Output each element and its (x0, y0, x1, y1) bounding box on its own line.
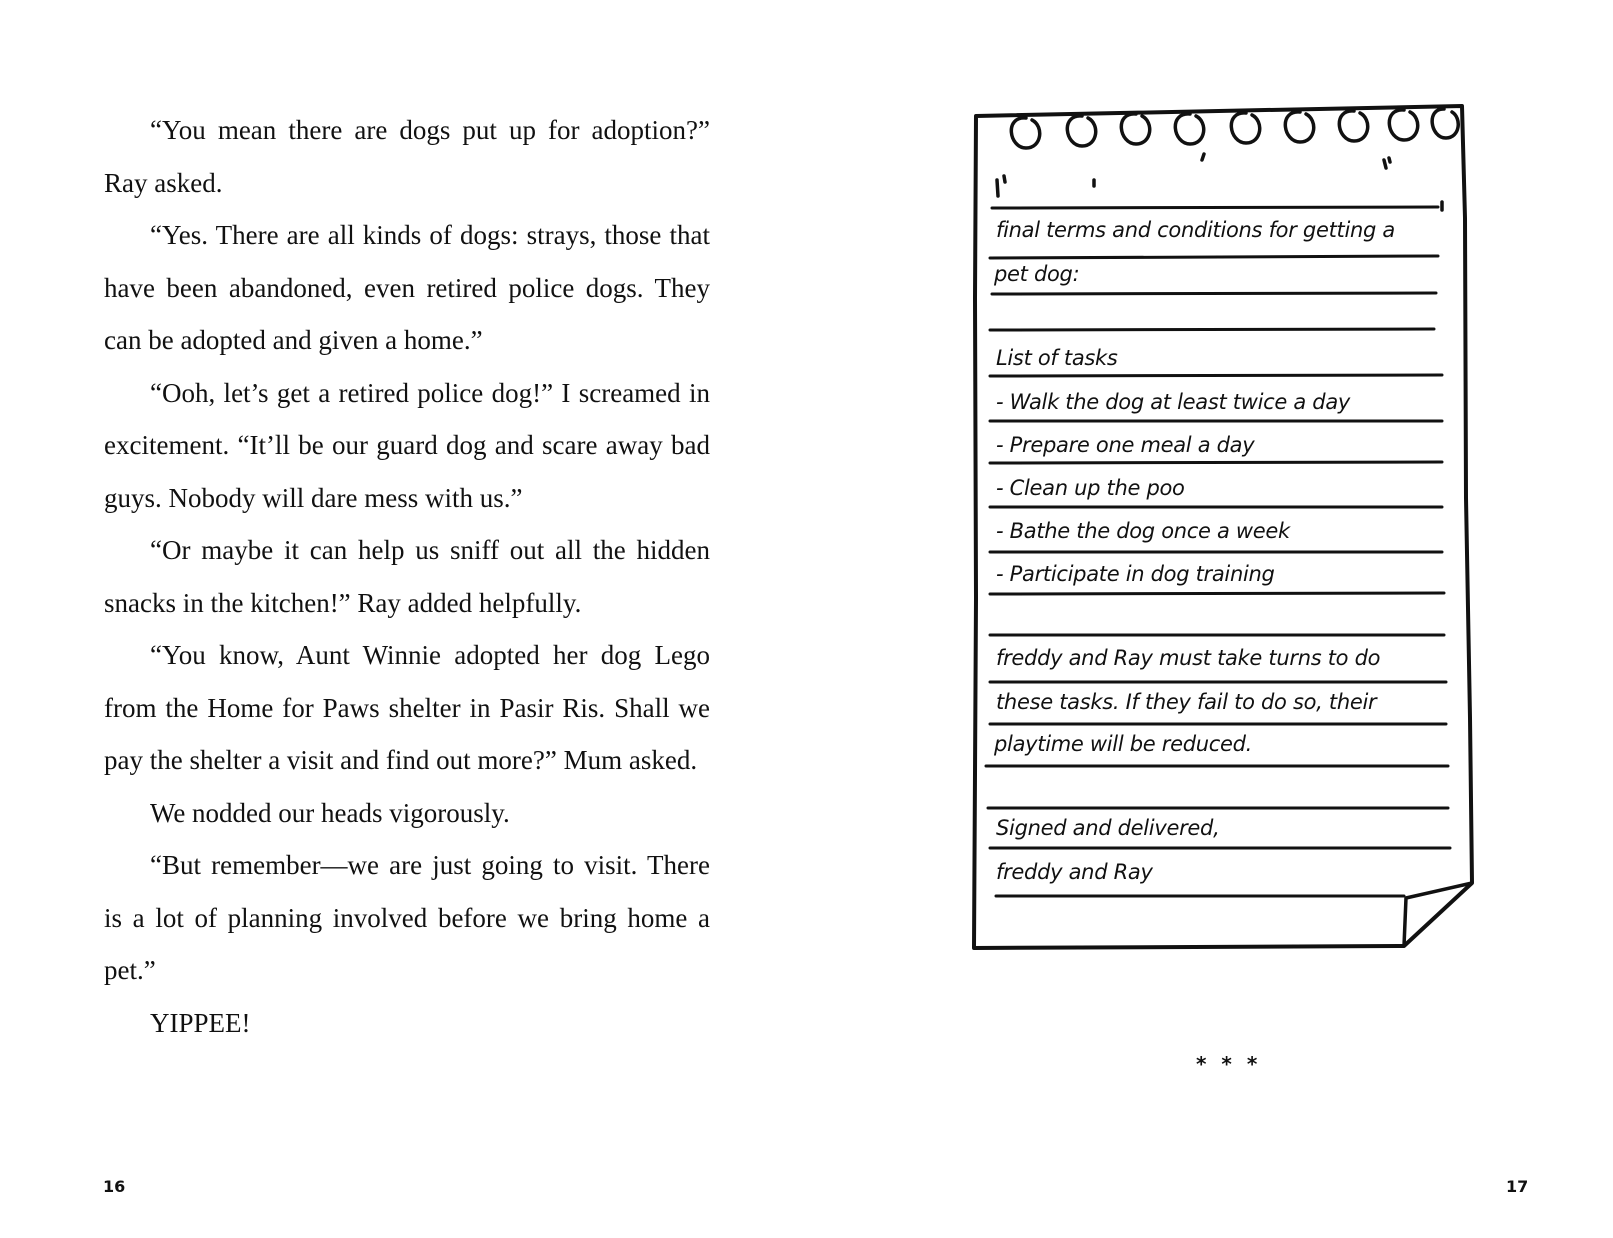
note-rule-line3: playtime will be reduced. (994, 732, 1253, 756)
section-separator: * * * (1196, 1052, 1262, 1076)
note-task: - Clean up the poo (996, 476, 1185, 500)
paragraph: “You mean there are dogs put up for adoption?” Ray asked. (104, 115, 710, 198)
note-rule-line2: these tasks. If they fail to do so, their (996, 690, 1377, 714)
note-task: - Participate in dog training (996, 562, 1275, 586)
notepad-illustration (964, 98, 1484, 998)
paragraph: “Or maybe it can help us sniff out all the hidden snacks in the kitchen!” Ray added helpfully. (104, 535, 710, 618)
note-task: - Walk the dog at least twice a day (996, 390, 1351, 414)
page-number-right: 17 (1506, 1177, 1529, 1196)
note-heading-line1: final terms and conditions for getting a (996, 218, 1395, 242)
paragraph: YIPPEE! (150, 1007, 251, 1038)
paragraph: “Ooh, let’s get a retired police dog!” I screamed in excitement. “It’ll be our guard dog and scare away bad guys. Nobody will dare mess with us.” (104, 377, 710, 513)
note-tasks-title: List of tasks (996, 346, 1118, 370)
paragraph: “But remember—we are just going to visit. There is a lot of planning involved before we bring home a pet.” (104, 850, 710, 985)
note-heading-line2: pet dog: (994, 262, 1080, 286)
note-task: - Prepare one meal a day (996, 433, 1255, 457)
paragraph: We nodded our heads vigorously. (150, 797, 510, 828)
right-page (806, 0, 1613, 1238)
paragraph: “You know, Aunt Winnie adopted her dog Lego from the Home for Paws shelter in Pasir Ris. Shall we pay the shelter a visit and find out more?” Mum asked. (104, 640, 710, 775)
note-task: - Bathe the dog once a week (996, 519, 1290, 543)
note-sign-line2: freddy and Ray (996, 860, 1153, 884)
page-number-left: 16 (103, 1177, 126, 1196)
left-page (0, 0, 806, 1238)
note-sign-line1: Signed and delivered, (996, 816, 1220, 840)
story-text (104, 104, 710, 1049)
paragraph: “Yes. There are all kinds of dogs: strays, those that have been abandoned, even retired police dogs. They can be adopted and given a home.” (104, 220, 710, 355)
note-rule-line1: freddy and Ray must take turns to do (996, 646, 1381, 670)
